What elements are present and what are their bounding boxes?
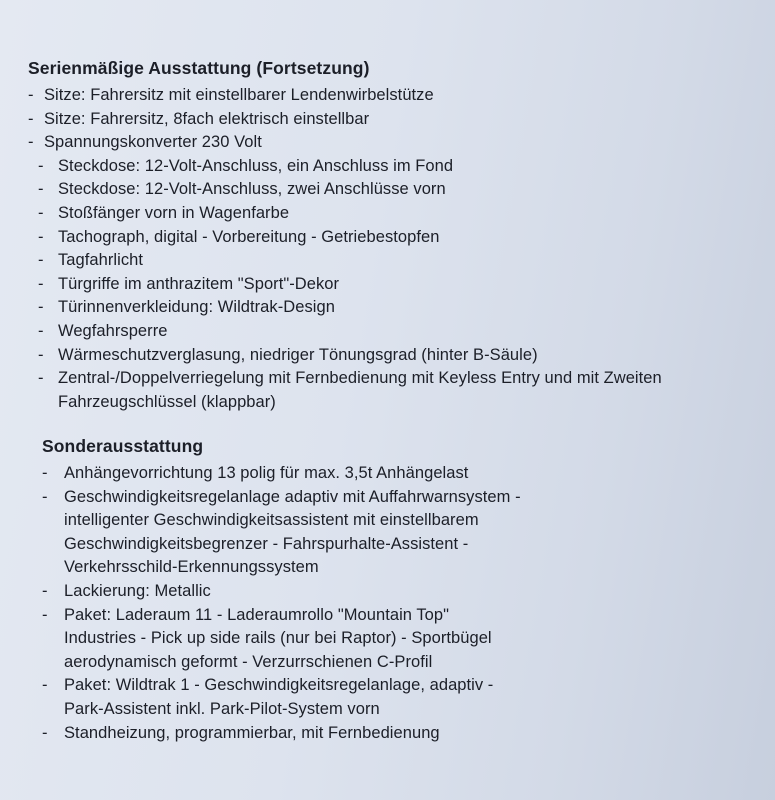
list-item: - Tagfahrlicht bbox=[38, 251, 143, 270]
list-item: - Türgriffe im anthrazitem "Sport"-Dekor bbox=[38, 274, 340, 293]
optional-equipment-section bbox=[42, 434, 767, 745]
list-item: - Geschwindigkeitsregelanlage adaptiv mit Auffahrwarnsystem - intelligenter Geschwindigkeitsassistent mit einstellbarem Geschwindigkeitsbegrenzer - Fahrspurhalte-Assistent - Verkehrsschild-Erkennungssystem bbox=[42, 487, 521, 577]
list-item: - Wärmeschutzverglasung, niedriger Tönungsgrad (hinter B-Säule) bbox=[38, 345, 538, 364]
optional-equipment-heading: Sonderausstattung bbox=[42, 436, 204, 456]
list-item: - Zentral-/Doppelverriegelung mit Fernbedienung mit Keyless Entry und mit Zweiten Fahrzeugschlüssel (klappbar) bbox=[38, 369, 662, 411]
list-item: - Lackierung: Metallic bbox=[42, 581, 211, 600]
list-item: - Stoßfänger vorn in Wagenfarbe bbox=[38, 203, 290, 222]
standard-equipment-list bbox=[28, 84, 763, 414]
list-item: - Steckdose: 12-Volt-Anschluss, zwei Anschlüsse vorn bbox=[38, 180, 446, 199]
list-item: - Tachograph, digital - Vorbereitung - Getriebestopfen bbox=[38, 227, 440, 246]
standard-equipment-section bbox=[28, 56, 763, 414]
list-item: - Anhängevorrichtung 13 polig für max. 3,5t Anhängelast bbox=[42, 464, 469, 482]
list-item: - Paket: Wildtrak 1 - Geschwindigkeitsregelanlage, adaptiv - Park-Assistent inkl. Park-Pilot-System vorn bbox=[42, 676, 494, 718]
list-item: - Türinnenverkleidung: Wildtrak-Design bbox=[38, 298, 335, 317]
list-item: - Spannungskonverter 230 Volt bbox=[28, 133, 262, 152]
optional-equipment-list bbox=[42, 462, 767, 745]
list-item: - Paket: Laderaum 11 - Laderaumrollo "Mountain Top" Industries - Pick up side rails (nur bei Raptor) - Sportbügel aerodynamisch geformt - Verzurrschienen C-Profil bbox=[42, 605, 492, 671]
list-item: - Standheizung, programmierbar, mit Fernbedienung bbox=[42, 723, 440, 742]
standard-equipment-heading: Serienmäßige Ausstattung (Fortsetzung) bbox=[28, 58, 370, 78]
list-item: - Wegfahrsperre bbox=[38, 321, 168, 340]
list-item: - Sitze: Fahrersitz mit einstellbarer Lendenwirbelstütze bbox=[28, 86, 434, 104]
list-item: - Steckdose: 12-Volt-Anschluss, ein Anschluss im Fond bbox=[38, 156, 454, 175]
list-item: - Sitze: Fahrersitz, 8fach elektrisch einstellbar bbox=[28, 109, 370, 128]
